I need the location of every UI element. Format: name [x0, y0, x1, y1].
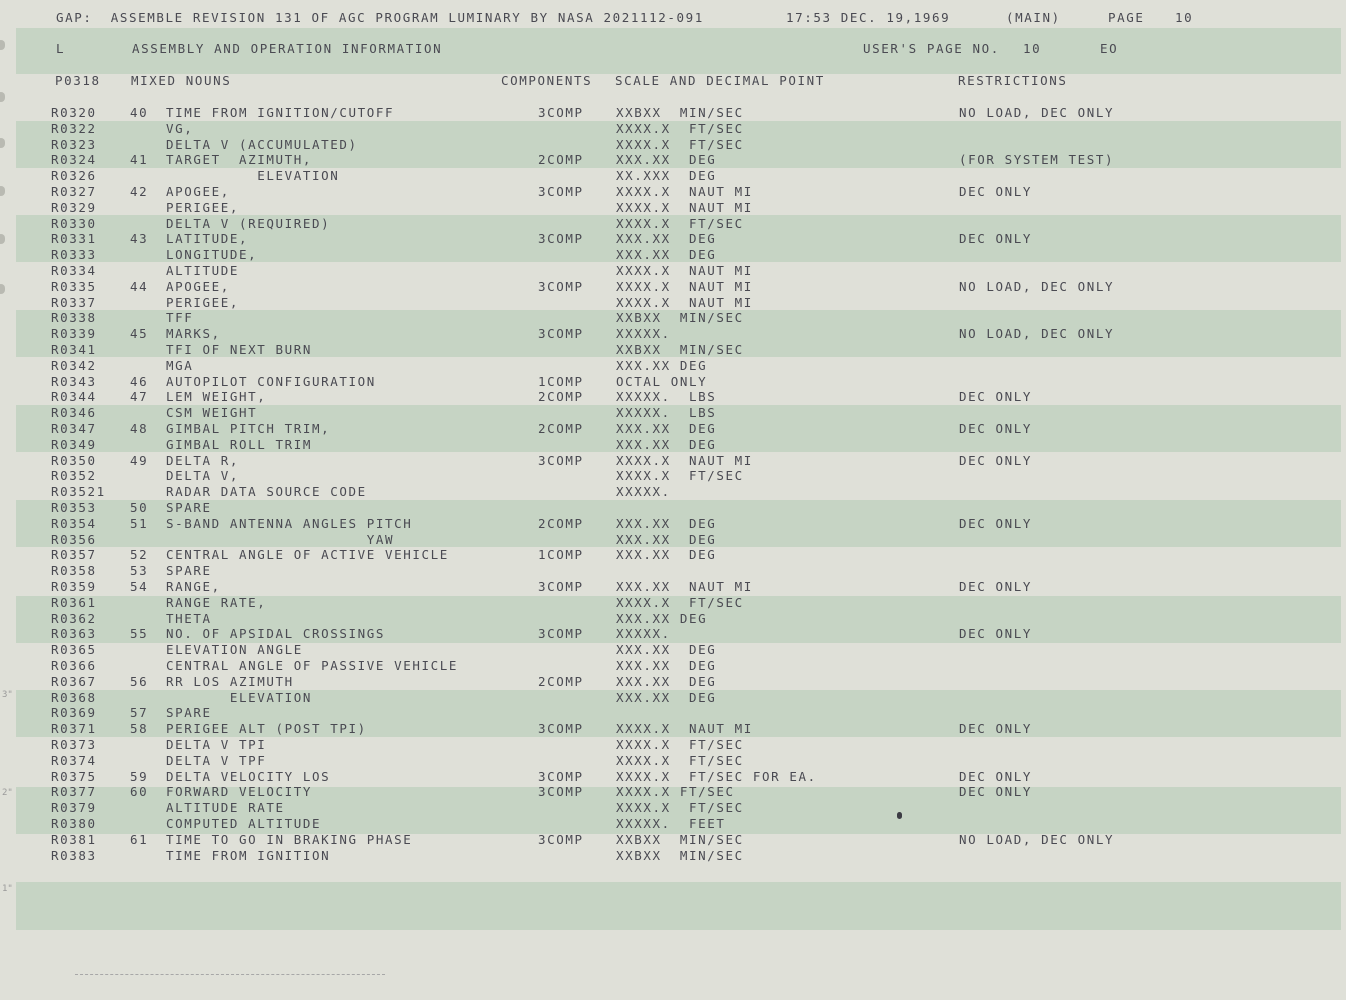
row-restrictions: DEC ONLY: [959, 626, 1033, 642]
sprocket-hole: [0, 40, 5, 50]
row-id: R0323: [51, 136, 97, 152]
row-scale: XXBXX MIN/SEC: [616, 831, 744, 847]
row-description: RR LOS AZIMUTH: [166, 673, 294, 689]
row-noun-number: 60: [130, 784, 149, 800]
row-id: R0354: [51, 515, 97, 531]
row-scale: XXXX.X FT/SEC: [616, 120, 744, 136]
row-scale: XXX.XX DEG: [616, 673, 717, 689]
row-scale: XXX.XX DEG: [616, 642, 717, 658]
row-scale: XXBXX MIN/SEC: [616, 847, 744, 863]
row-id: R0337: [51, 294, 97, 310]
row-scale: XXBXX MIN/SEC: [616, 342, 744, 357]
row-scale: XXXXX.: [616, 626, 671, 642]
row-description: PERIGEE ALT (POST TPI): [166, 721, 367, 737]
row-scale: XXXX.X FT/SEC FOR EA.: [616, 768, 817, 784]
row-noun-number: 42: [130, 184, 149, 199]
row-noun-number: 47: [130, 389, 149, 405]
row-description: RADAR DATA SOURCE CODE: [166, 484, 367, 500]
row-id: R0367: [51, 673, 97, 689]
row-description: TFF: [166, 310, 194, 326]
row-description: THETA: [166, 610, 212, 626]
row-components: 2COMP: [538, 673, 584, 689]
row-id: R0339: [51, 326, 97, 342]
row-noun-number: 51: [130, 515, 149, 531]
row-description: S-BAND ANTENNA ANGLES PITCH: [166, 515, 413, 531]
row-id: R0371: [51, 721, 97, 737]
row-description: MARKS,: [166, 326, 221, 342]
row-id: R0322: [51, 120, 97, 136]
row-scale: XXXX.X NAUT MI: [616, 721, 753, 737]
row-scale: OCTAL ONLY: [616, 373, 708, 389]
row-noun-number: 52: [130, 547, 149, 563]
row-restrictions: DEC ONLY: [959, 515, 1033, 531]
row-components: 2COMP: [538, 389, 584, 405]
row-description: TIME FROM IGNITION: [166, 847, 331, 863]
row-scale: XXXX.X FT/SEC: [616, 752, 744, 768]
row-scale: XXXXX. LBS: [616, 405, 717, 421]
section-code: EO: [1100, 41, 1119, 56]
row-id: R0334: [51, 263, 97, 278]
row-noun-number: 49: [130, 452, 149, 468]
row-components: 3COMP: [538, 579, 584, 594]
row-components: 3COMP: [538, 326, 584, 342]
row-components: 3COMP: [538, 105, 584, 120]
row-description: TFI OF NEXT BURN: [166, 342, 313, 357]
row-description: ELEVATION: [166, 689, 313, 705]
row-scale: XXXXX.: [616, 484, 671, 500]
row-description: RANGE RATE,: [166, 594, 267, 610]
row-id: R0341: [51, 342, 97, 357]
row-description: DELTA R,: [166, 452, 240, 468]
row-restrictions: DEC ONLY: [959, 784, 1033, 800]
row-scale: XXBXX MIN/SEC: [616, 310, 744, 326]
sprocket-hole: [0, 234, 5, 244]
row-description: TARGET AZIMUTH,: [166, 152, 313, 168]
row-description: LONGITUDE,: [166, 247, 258, 263]
row-id: R0329: [51, 199, 97, 215]
row-scale: XXXX.X NAUT MI: [616, 199, 753, 215]
row-noun-number: 44: [130, 278, 149, 294]
row-scale: XXXXX.: [616, 326, 671, 342]
row-id: R0353: [51, 500, 97, 515]
row-scale: XXXX.X FT/SEC: [616, 136, 744, 152]
row-description: DELTA V,: [166, 468, 240, 484]
row-description: VG,: [166, 120, 194, 136]
row-id: R0365: [51, 642, 97, 658]
users-page-number: 10: [1023, 41, 1042, 56]
report-title: GAP: ASSEMBLE REVISION 131 OF AGC PROGRAM LUMINARY BY NASA 2021112-091: [56, 10, 704, 25]
row-components: 3COMP: [538, 278, 584, 294]
row-id: R0356: [51, 531, 97, 547]
row-restrictions: (FOR SYSTEM TEST): [959, 152, 1115, 168]
column-header-components: COMPONENTS: [501, 73, 593, 88]
row-noun-number: 43: [130, 231, 149, 247]
row-scale: XXX.XX DEG: [616, 610, 708, 626]
row-scale: XXX.XX DEG: [616, 531, 717, 547]
row-noun-number: 53: [130, 563, 149, 579]
row-description: ELEVATION ANGLE: [166, 642, 303, 658]
row-description: NO. OF APSIDAL CROSSINGS: [166, 626, 386, 642]
row-description: PERIGEE,: [166, 294, 240, 310]
row-noun-number: 58: [130, 721, 149, 737]
row-id: R0359: [51, 579, 97, 594]
row-description: ELEVATION: [166, 168, 340, 184]
page-label: PAGE: [1108, 10, 1145, 25]
row-components: 3COMP: [538, 831, 584, 847]
row-scale: XXXX.X NAUT MI: [616, 452, 753, 468]
row-id: R0338: [51, 310, 97, 326]
row-components: 3COMP: [538, 768, 584, 784]
row-scale: XXXX.X FT/SEC: [616, 594, 744, 610]
row-description: TIME TO GO IN BRAKING PHASE: [166, 831, 413, 847]
sprocket-hole: [0, 284, 5, 294]
row-description: SPARE: [166, 705, 212, 721]
row-scale: XXX.XX DEG: [616, 357, 708, 373]
row-scale: XXXX.X FT/SEC: [616, 215, 744, 231]
row-scale: XXXXX. FEET: [616, 816, 726, 831]
row-id: R0320: [51, 105, 97, 120]
tear-line: [75, 974, 385, 975]
row-id: R0368: [51, 689, 97, 705]
row-scale: XXXX.X NAUT MI: [616, 263, 753, 278]
row-id: R0346: [51, 405, 97, 421]
row-scale: XXX.XX DEG: [616, 658, 717, 673]
row-id: R0373: [51, 737, 97, 752]
report-section: (MAIN): [1006, 10, 1061, 25]
row-restrictions: DEC ONLY: [959, 768, 1033, 784]
row-id: R0381: [51, 831, 97, 847]
row-id: R0369: [51, 705, 97, 721]
row-scale: XXXX.X FT/SEC: [616, 468, 744, 484]
row-description: APOGEE,: [166, 184, 230, 199]
row-id: R0383: [51, 847, 97, 863]
row-description: ALTITUDE: [166, 263, 240, 278]
users-page-label: USER'S PAGE NO.: [863, 41, 1000, 56]
row-noun-number: 59: [130, 768, 149, 784]
row-description: CENTRAL ANGLE OF ACTIVE VEHICLE: [166, 547, 449, 563]
row-scale: XXXX.X FT/SEC: [616, 737, 744, 752]
row-scale: XXXXX. LBS: [616, 389, 717, 405]
row-description: COMPUTED ALTITUDE: [166, 816, 322, 831]
row-id: R0374: [51, 752, 97, 768]
paper-band: [16, 882, 1341, 930]
row-components: 1COMP: [538, 547, 584, 563]
row-scale: XXX.XX DEG: [616, 421, 717, 436]
ink-speck: [897, 812, 902, 819]
row-description: PERIGEE,: [166, 199, 240, 215]
row-restrictions: NO LOAD, DEC ONLY: [959, 105, 1115, 120]
row-description: DELTA VELOCITY LOS: [166, 768, 331, 784]
row-scale: XXX.XX DEG: [616, 547, 717, 563]
row-id: R0363: [51, 626, 97, 642]
row-scale: XXXX.X FT/SEC: [616, 800, 744, 816]
row-id: R0347: [51, 421, 97, 436]
row-components: 3COMP: [538, 452, 584, 468]
row-scale: XXX.XX DEG: [616, 247, 717, 263]
row-id: R0362: [51, 610, 97, 626]
row-id: R0327: [51, 184, 97, 199]
row-noun-number: 45: [130, 326, 149, 342]
row-components: 3COMP: [538, 231, 584, 247]
row-noun-number: 46: [130, 373, 149, 389]
row-noun-number: 50: [130, 500, 149, 515]
row-scale: XXX.XX DEG: [616, 436, 717, 452]
sprocket-hole: [0, 186, 5, 196]
row-id: R0357: [51, 547, 97, 563]
page-number: 10: [1175, 10, 1194, 25]
row-description: LATITUDE,: [166, 231, 249, 247]
row-description: SPARE: [166, 563, 212, 579]
row-components: 3COMP: [538, 626, 584, 642]
row-restrictions: DEC ONLY: [959, 184, 1033, 199]
row-restrictions: DEC ONLY: [959, 231, 1033, 247]
column-header-nouns: MIXED NOUNS: [131, 73, 232, 88]
row-id: R0330: [51, 215, 97, 231]
margin-mark: 2": [2, 788, 13, 798]
row-scale: XXXX.X NAUT MI: [616, 278, 753, 294]
row-noun-number: 54: [130, 579, 149, 594]
row-restrictions: DEC ONLY: [959, 579, 1033, 594]
row-restrictions: NO LOAD, DEC ONLY: [959, 278, 1115, 294]
row-id: R0344: [51, 389, 97, 405]
row-description: GIMBAL ROLL TRIM: [166, 436, 313, 452]
row-id: R0361: [51, 594, 97, 610]
row-components: 2COMP: [538, 152, 584, 168]
row-id: R0379: [51, 800, 97, 816]
row-components: 1COMP: [538, 373, 584, 389]
row-description: DELTA V (REQUIRED): [166, 215, 331, 231]
row-components: 3COMP: [538, 784, 584, 800]
row-description: TIME FROM IGNITION/CUTOFF: [166, 105, 395, 120]
row-id: R0377: [51, 784, 97, 800]
row-id: R0331: [51, 231, 97, 247]
row-id: R0342: [51, 357, 97, 373]
row-id: R0343: [51, 373, 97, 389]
margin-mark: 3": [2, 690, 13, 700]
row-noun-number: 55: [130, 626, 149, 642]
row-components: 3COMP: [538, 721, 584, 737]
row-noun-number: 48: [130, 421, 149, 436]
row-description: CSM WEIGHT: [166, 405, 258, 421]
sprocket-hole: [0, 138, 5, 148]
row-scale: XXX.XX DEG: [616, 152, 717, 168]
row-scale: XXXX.X NAUT MI: [616, 184, 753, 199]
row-description: LEM WEIGHT,: [166, 389, 267, 405]
row-id: R03521: [51, 484, 106, 500]
row-scale: XXX.XX DEG: [616, 689, 717, 705]
row-id: R0349: [51, 436, 97, 452]
row-id: R0324: [51, 152, 97, 168]
row-description: FORWARD VELOCITY: [166, 784, 313, 800]
line-marker: L: [56, 41, 66, 56]
row-noun-number: 40: [130, 105, 149, 120]
row-description: DELTA V TPI: [166, 737, 267, 752]
row-scale: XXX.XX DEG: [616, 231, 717, 247]
row-scale: XXBXX MIN/SEC: [616, 105, 744, 120]
row-scale: XX.XXX DEG: [616, 168, 717, 184]
column-header-scale: SCALE AND DECIMAL POINT: [615, 73, 825, 88]
row-id: R0352: [51, 468, 97, 484]
sprocket-hole: [0, 92, 5, 102]
row-noun-number: 57: [130, 705, 149, 721]
row-description: ALTITUDE RATE: [166, 800, 285, 816]
row-components: 2COMP: [538, 515, 584, 531]
row-id: R0380: [51, 816, 97, 831]
row-components: 2COMP: [538, 421, 584, 436]
row-id: R0335: [51, 278, 97, 294]
row-description: APOGEE,: [166, 278, 230, 294]
section-title: ASSEMBLY AND OPERATION INFORMATION: [132, 41, 443, 56]
row-description: DELTA V TPF: [166, 752, 267, 768]
row-id: R0350: [51, 452, 97, 468]
row-restrictions: NO LOAD, DEC ONLY: [959, 326, 1115, 342]
row-id: R0333: [51, 247, 97, 263]
row-scale: XXXX.X NAUT MI: [616, 294, 753, 310]
column-header-restrictions: RESTRICTIONS: [958, 73, 1068, 88]
row-id: R0326: [51, 168, 97, 184]
row-description: DELTA V (ACCUMULATED): [166, 136, 358, 152]
margin-mark: 1": [2, 884, 13, 894]
row-noun-number: 41: [130, 152, 149, 168]
row-description: MGA: [166, 357, 194, 373]
row-description: RANGE,: [166, 579, 221, 594]
row-description: YAW: [166, 531, 395, 547]
row-restrictions: NO LOAD, DEC ONLY: [959, 831, 1115, 847]
row-id: R0366: [51, 658, 97, 673]
row-id: R0375: [51, 768, 97, 784]
report-timestamp: 17:53 DEC. 19,1969: [786, 10, 951, 25]
row-description: SPARE: [166, 500, 212, 515]
row-scale: XXX.XX DEG: [616, 515, 717, 531]
row-description: CENTRAL ANGLE OF PASSIVE VEHICLE: [166, 658, 459, 673]
row-noun-number: 61: [130, 831, 149, 847]
row-restrictions: DEC ONLY: [959, 421, 1033, 436]
row-description: GIMBAL PITCH TRIM,: [166, 421, 331, 436]
row-restrictions: DEC ONLY: [959, 721, 1033, 737]
column-header-id: P0318: [55, 73, 101, 88]
row-restrictions: DEC ONLY: [959, 389, 1033, 405]
row-description: AUTOPILOT CONFIGURATION: [166, 373, 376, 389]
row-scale: XXX.XX NAUT MI: [616, 579, 753, 594]
row-restrictions: DEC ONLY: [959, 452, 1033, 468]
row-id: R0358: [51, 563, 97, 579]
row-noun-number: 56: [130, 673, 149, 689]
row-scale: XXXX.X FT/SEC: [616, 784, 735, 800]
row-components: 3COMP: [538, 184, 584, 199]
